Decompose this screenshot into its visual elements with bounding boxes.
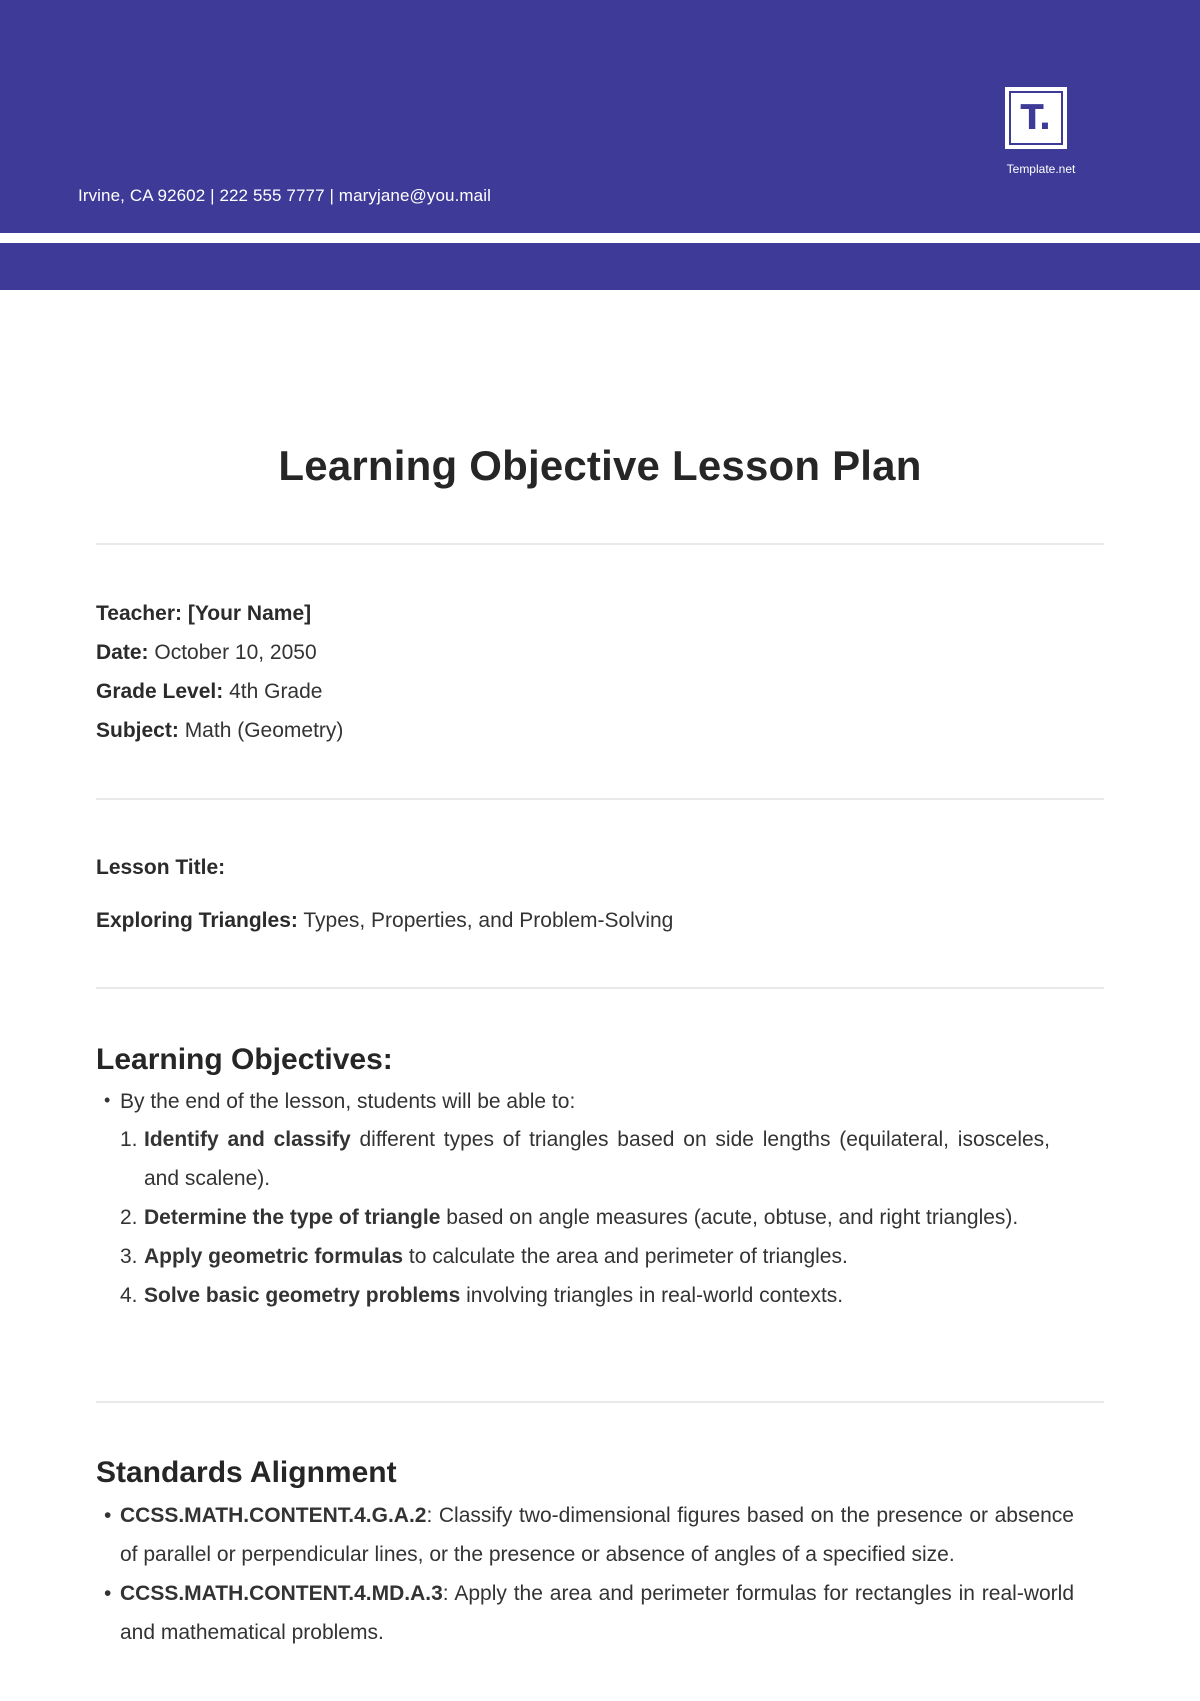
logo-icon: T.: [1009, 91, 1063, 145]
list-item: [96, 1198, 1050, 1237]
item-bold: Apply geometric formulas: [144, 1245, 404, 1268]
item-text: based on angle measures (acute, obtuse, and right triangles).: [446, 1206, 1019, 1229]
standard-code: CCSS.MATH.CONTENT.4.MD.A.3: [120, 1582, 443, 1605]
lesson-heading-label: Lesson Title:: [96, 856, 226, 879]
subject-label: Subject:: [96, 719, 179, 742]
teacher-label: Teacher:: [96, 602, 182, 625]
grade-label: Grade Level:: [96, 680, 224, 703]
lesson-title-bold: Exploring Triangles:: [96, 909, 298, 932]
item-bold: Solve basic geometry problems: [144, 1284, 461, 1307]
contact-info: Irvine, CA 92602 | 222 555 7777 | maryjane@you.mail: [78, 186, 491, 205]
standards-heading: Standards Alignment: [96, 1456, 397, 1489]
objectives-intro-text: By the end of the lesson, students will be able to:: [120, 1090, 576, 1113]
standard-text: : Classify two-dimensional figures based on the presence or absence of parallel or perpendicular lines, or the presence or absence of angles of a specified size.: [120, 1504, 1074, 1566]
lesson-heading: [96, 856, 225, 880]
grade-line: [96, 680, 322, 704]
divider: [96, 543, 1104, 545]
item-text: involving triangles in real-world contexts.: [466, 1284, 844, 1307]
list-item: [96, 1496, 1074, 1574]
standard-text: : Apply the area and perimeter formulas for rectangles in real-world and mathematical problems.: [120, 1582, 1074, 1644]
date-value: October 10, 2050: [154, 641, 317, 664]
list-item: [96, 1120, 1050, 1198]
list-item: [96, 1574, 1074, 1652]
item-number: 3.: [120, 1245, 138, 1268]
item-bold: Identify and classify: [144, 1128, 351, 1151]
logo: [1005, 87, 1067, 149]
header-divider: [0, 233, 1200, 243]
bullet-icon: •: [104, 1582, 112, 1605]
page-title: Learning Objective Lesson Plan: [278, 442, 922, 489]
divider: [96, 1401, 1104, 1403]
objectives-heading: Learning Objectives:: [96, 1043, 393, 1076]
subject-value: Math (Geometry): [184, 719, 344, 742]
standard-code: CCSS.MATH.CONTENT.4.G.A.2: [120, 1504, 427, 1527]
divider: [96, 987, 1104, 989]
item-text: to calculate the area and perimeter of triangles.: [408, 1245, 848, 1268]
item-number: 2.: [120, 1206, 138, 1229]
item-text: different types of triangles based on side lengths (equilateral, isosceles, and scalene).: [144, 1128, 1051, 1190]
bullet-icon: •: [104, 1504, 112, 1527]
list-item: [96, 1276, 1050, 1315]
date-line: [96, 641, 317, 665]
lesson-title-rest: Types, Properties, and Problem-Solving: [303, 909, 674, 932]
objectives-list: [96, 1120, 1050, 1315]
item-bold: Determine the type of triangle: [144, 1206, 441, 1229]
bullet-icon: •: [104, 1090, 111, 1110]
list-item: [96, 1237, 1050, 1276]
objectives-intro: [104, 1090, 575, 1114]
teacher-line: [96, 602, 311, 626]
subject-line: [96, 719, 343, 743]
grade-value: 4th Grade: [229, 680, 323, 703]
lesson-title: [96, 909, 673, 933]
divider: [96, 798, 1104, 800]
logo-caption: Template.net: [1006, 162, 1076, 176]
standards-list: [96, 1496, 1074, 1652]
item-number: 4.: [120, 1284, 138, 1307]
header-banner: [0, 0, 1200, 290]
teacher-value: [Your Name]: [187, 602, 312, 625]
date-label: Date:: [96, 641, 149, 664]
item-number: 1.: [120, 1128, 138, 1151]
